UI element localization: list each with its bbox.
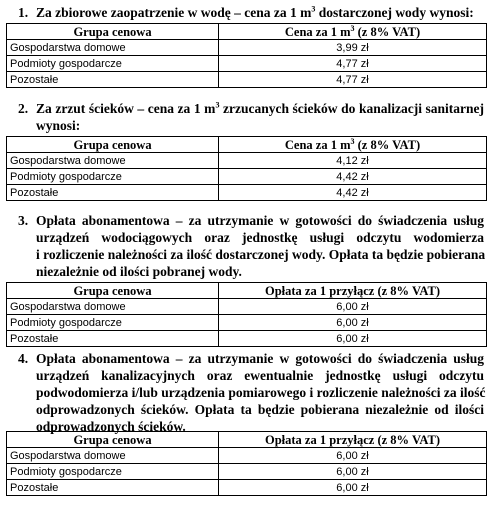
row-group-name: Gospodarstwa domowe [7,448,219,464]
heading-line: odprowadzonych ścieków. Opłata ta będzie pobierana niezależnie od ilości [36,402,484,417]
price-table [6,282,487,347]
row-group-name: Pozostałe [7,72,219,88]
price-table [6,136,487,201]
row-group-name: Gospodarstwa domowe [7,299,219,315]
table-row [7,464,487,480]
row-group-name: Podmioty gospodarcze [7,169,219,185]
row-fee: 6,00 zł [219,315,487,331]
table-row [7,331,487,347]
heading-line: urządzeń kanalizacyjnych oraz ewentualnie jednostkę usługi odczytu [36,368,484,383]
row-group-name: Pozostałe [7,331,219,347]
table-header-row [7,24,487,40]
column-header-group: Grupa cenowa [7,283,219,299]
column-header-group: Grupa cenowa [7,137,219,153]
row-fee: 6,00 zł [219,480,487,496]
heading-line: Za zbiorowe zaopatrzenie w wodę – cena za 1 $m^3$ dostarczonej wody wynosi: [36,4,474,20]
row-fee: 6,00 zł [219,464,487,480]
row-fee: 6,00 zł [219,331,487,347]
table-row [7,56,487,72]
table-row [7,480,487,496]
table-row [7,315,487,331]
row-group-name: Gospodarstwa domowe [7,40,219,56]
column-header-fee: Opłata za 1 przyłącz (z 8% VAT) [219,432,487,448]
table-row [7,40,487,56]
heading-line: odprowadzonych ścieków. [36,419,186,434]
column-header-fee: Opłata za 1 przyłącz (z 8% VAT) [219,283,487,299]
table-header-row [7,137,487,153]
section-heading [18,100,485,134]
heading-line: niezależnie od ilości pobranej wody. [36,264,242,279]
section-heading [18,212,486,280]
price-table [6,431,487,496]
section-number: 4. [18,351,29,366]
row-group-name: Pozostałe [7,480,219,496]
column-header-price: Cena za 1 $m^3$ (z 8% VAT) [219,24,487,40]
heading-line: wynosi: [36,118,81,133]
column-header-group: Grupa cenowa [7,24,219,40]
table-row [7,72,487,88]
row-fee: 6,00 zł [219,299,487,315]
row-price: 4,77 zł [219,72,487,88]
table-row [7,169,487,185]
section-heading [18,350,486,435]
table-header-row [7,432,487,448]
heading-line: Za zrzut ścieków – cena za 1 $m^3$ zrzucanych ścieków do kanalizacji sanitarnej [36,100,485,116]
column-header-group: Grupa cenowa [7,432,219,448]
row-price: 4,77 zł [219,56,487,72]
table-row [7,448,487,464]
section-number: 1. [18,5,29,20]
row-group-name: Podmioty gospodarcze [7,56,219,72]
table-row [7,299,487,315]
table-row [7,185,487,201]
row-price: 4,42 zł [219,169,487,185]
heading-line: i rozliczenie należności za ilość dostarczonej wody. Opłata ta będzie pobierana [36,247,486,262]
row-group-name: Podmioty gospodarcze [7,464,219,480]
table-row [7,153,487,169]
section-number: 2. [18,101,29,116]
section-heading [18,4,484,21]
row-fee: 6,00 zł [219,448,487,464]
price-table [6,23,487,88]
heading-line: podwodomierza i/lub urządzenia pomiarowego i rozliczenie należności za ilość [36,385,486,400]
row-price: 4,42 zł [219,185,487,201]
row-price: 3,99 zł [219,40,487,56]
section-number: 3. [18,213,29,228]
column-header-price: Cena za 1 $m^3$ (z 8% VAT) [219,137,487,153]
row-group-name: Podmioty gospodarcze [7,315,219,331]
table-header-row [7,283,487,299]
heading-line: Opłata abonamentowa – za utrzymanie w gotowości do świadczenia usług [36,213,484,228]
heading-line: Opłata abonamentowa – za utrzymanie w gotowości do świadczenia usług [36,351,484,366]
row-price: 4,12 zł [219,153,487,169]
heading-line: urządzeń wodociągowych oraz jednostkę usługi odczytu wodomierza [36,230,484,245]
row-group-name: Pozostałe [7,185,219,201]
row-group-name: Gospodarstwa domowe [7,153,219,169]
